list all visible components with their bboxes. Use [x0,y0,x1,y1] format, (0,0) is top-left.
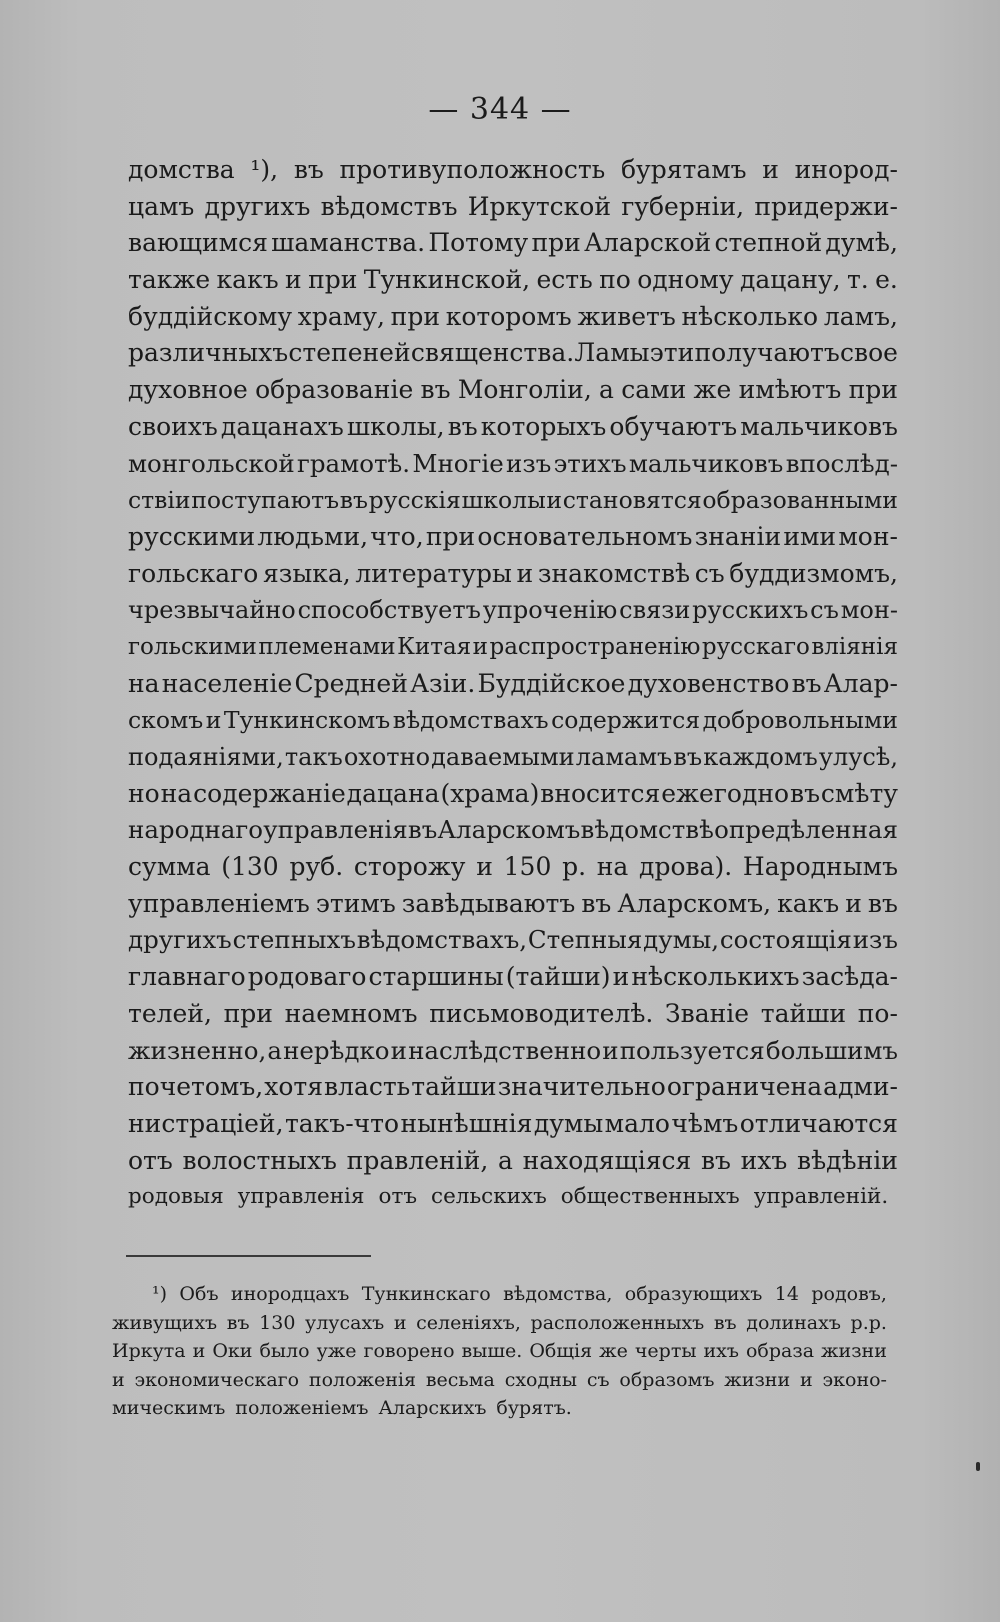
main-text [128,152,898,1216]
footnote-line: ¹) Объ инородцахъ Тункинскаго вѣдомства, образующихъ 14 родовъ, [152,1283,887,1305]
text-line: главнаго родоваго старшины (тайши) и нѣсколькихъ засѣда- [128,962,898,992]
text-line: почетомъ, хотя власть тайши значительно ограничена адми- [128,1072,898,1102]
text-line: сумма (130 руб. сторожу и 150 р. на дрова). Народнымъ [128,852,898,882]
text-line: вающимся шаманства. Потому при Аларской степной думѣ, [128,228,898,258]
text-line: чрезвычайно способствуетъ упроченію связи русскихъ съ мон- [128,596,898,625]
text-line: гольскаго языка, литературы и знакомствѣ съ буддизмомъ, [128,558,898,588]
footnotes [112,1280,887,1423]
footnote-divider [126,1255,371,1257]
text-line: отъ волостныхъ правленій, а находящіяся въ ихъ вѣдѣніи [128,1145,898,1175]
text-line: цамъ другихъ вѣдомствъ Иркутской губерніи, придержи- [128,191,898,221]
text-line: родовыя управленія отъ сельскихъ общественныхъ управленій. [128,1184,889,1210]
text-line: телей, при наемномъ письмоводителѣ. Званіе тайши по- [128,998,898,1028]
footnote-line: живущихъ въ 130 улусахъ и селеніяхъ, расположенныхъ въ долинахъ р.р. [112,1311,887,1334]
text-line: также какъ и при Тункинской, есть по одному дацану, т. е. [128,265,898,295]
text-line: духовное образованіе въ Монголіи, а сами же имѣютъ при [128,375,898,405]
footnote-line: мическимъ положеніемъ Аларскихъ бурятъ. [112,1397,572,1419]
text-line: подаяніями, такъ охотно даваемыми ламамъ въ каждомъ улусѣ, [128,743,898,771]
text-line: домства ¹), въ противуположность бурятамъ и инород- [128,155,898,184]
text-line: на населеніе Средней Азіи. Буддійское духовенство въ Алар- [128,668,898,698]
footnote-line: и экономическаго положенія весьма сходны съ образомъ жизни и эконо- [112,1368,887,1391]
text-line: гольскими племенами Китая и распространенію русскаго вліянія [128,633,898,660]
text-line: буддійскому храму, при которомъ живетъ нѣсколько ламъ, [128,301,898,331]
text-line: монгольской грамотѣ. Многіе изъ этихъ мальчиковъ впослѣд- [128,448,898,478]
page-number: — 344 — [428,92,572,127]
text-line: другихъ степныхъ вѣдомствахъ, Степныя думы, состоящія изъ [128,925,898,955]
text-line: ствіи поступаютъ въ русскія школы и становятся образованными [128,486,898,515]
text-line: народнаго управленія въ Аларскомъ вѣдомствѣ опредѣленная [128,815,898,845]
text-line: своихъ дацанахъ школы, въ которыхъ обучаютъ мальчиковъ [128,411,898,441]
text-line: нистраціей, такъ-что нынѣшнія думы мало чѣмъ отличаются [128,1108,898,1138]
text-line: жизненно, а нерѣдко и наслѣдственно и пользуется большимъ [128,1035,898,1065]
footnote-line: Иркута и Оки было уже говорено выше. Общія же черты ихъ образа жизни [112,1340,887,1362]
text-line: управленіемъ этимъ завѣдываютъ въ Аларскомъ, какъ и въ [128,888,898,918]
scan-speck [976,1462,980,1471]
text-line: но на содержаніе дацана (храма) вносится ежегодно въ смѣту [128,778,898,808]
text-line: русскими людьми, что, при основательномъ знаніи ими мон- [128,521,898,551]
text-line: различныхъ степеней священства. Ламы эти получаютъ свое [128,338,898,368]
text-line: скомъ и Тункинскомъ вѣдомствахъ содержится добровольными [128,706,898,735]
